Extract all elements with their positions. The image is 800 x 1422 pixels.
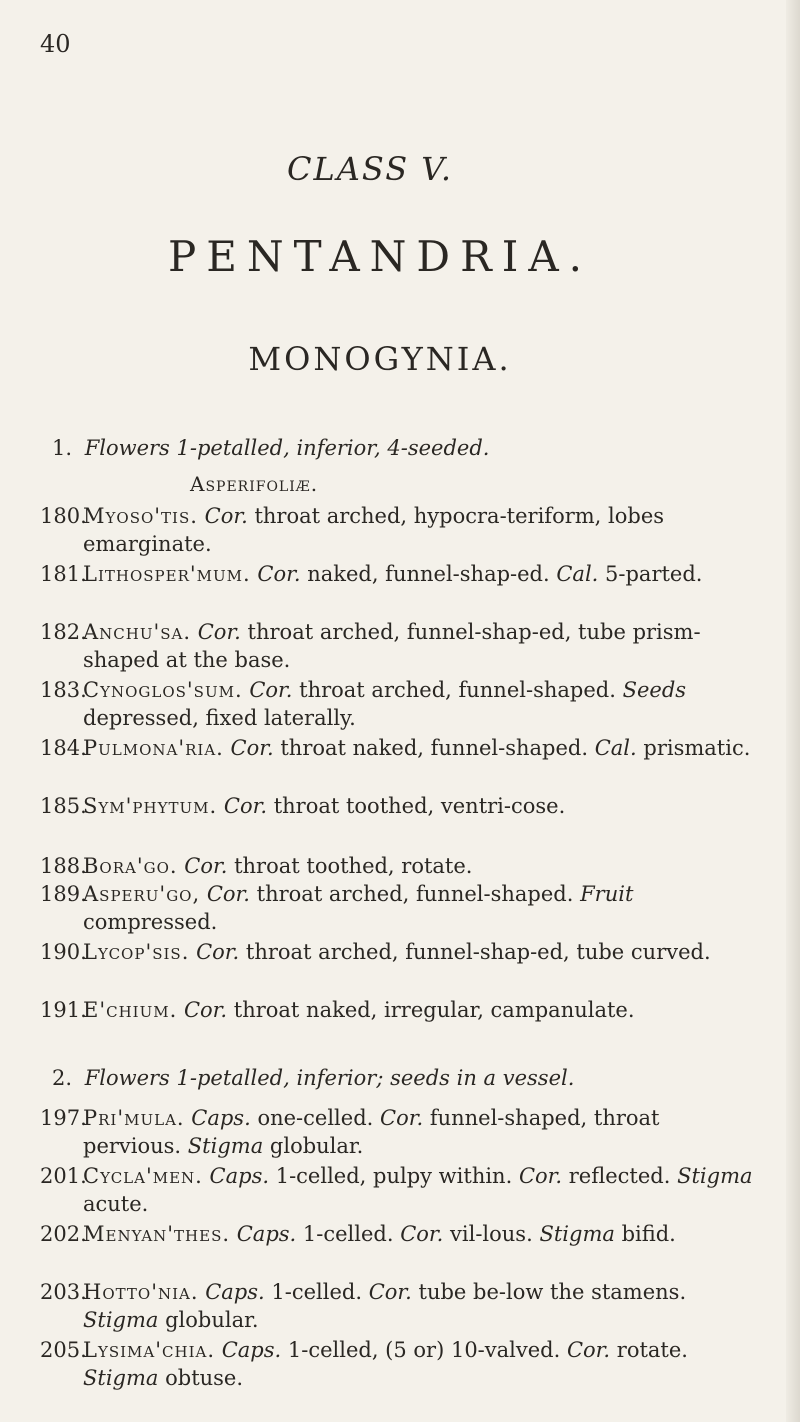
genus-entry [40,734,760,762]
class-title [0,150,800,188]
genus-name: E'chium. [83,998,178,1022]
text-span: Cor. [184,854,228,878]
text-span: prismatic. [643,736,751,760]
text-span: Fruit [580,882,634,906]
text-span: 1-celled, (5 or) 10-valved. [287,1338,561,1362]
genus-name: Cynoglos'sum. [83,678,243,702]
text-span: 1-celled. [302,1222,394,1246]
text-span: funnel-shaped, throat pervious. [83,1106,660,1158]
text-span: throat toothed, rotate. [234,854,473,878]
genus-name: Menyan'thes. [83,1222,231,1246]
text-span: naked, funnel-shap-ed. [307,562,550,586]
text-span: Stigma [539,1222,615,1246]
text-span: Caps. [221,1338,282,1362]
text-span: Cor. [368,1280,412,1304]
text-span: throat arched, funnel-shaped. [256,882,574,906]
genus-entry [40,996,760,1024]
text-span: 181. [40,562,87,586]
text-span: vil-lous. [450,1222,533,1246]
text-span: 2. [52,1066,73,1090]
genus-entry [40,1220,760,1248]
genus-name: Cycla'men. [83,1164,203,1188]
family-name: Asperifoliæ. [190,472,319,496]
text-span: throat naked, funnel-shaped. [280,736,589,760]
text-span: throat toothed, ventri-cose. [273,794,566,818]
genus-entry [40,1162,760,1218]
text-span: Cor. [249,678,293,702]
section-heading [52,436,489,460]
text-span: throat arched, funnel-shaped. [299,678,616,702]
text-span: Flowers 1-petalled, inferior; seeds in a vessel. [84,1066,575,1090]
text-span: 1-celled, pulpy within. [275,1164,513,1188]
genus-entry [40,1278,760,1334]
text-span: Cor. [400,1222,444,1246]
text-span: Cal. [556,562,599,586]
text-span: Cor. [223,794,267,818]
text-span: 1. [52,436,73,460]
text-span: Caps. [191,1106,251,1130]
genus-name: Pri'mula. [83,1106,185,1130]
text-span: 183. [40,678,87,702]
text-span: Flowers 1-petalled, inferior, 4-seeded. [84,436,490,460]
text-span: 191. [40,998,87,1022]
text-span: CLASS V. [287,150,453,188]
text-span: globular. [269,1134,364,1158]
order-title [0,232,800,281]
genus-entry [40,1104,760,1160]
genus-entry [40,1336,760,1392]
text-span: PENTANDRIA. [167,232,593,281]
text-span: Cor. [230,736,274,760]
text-span: Caps. [209,1164,270,1188]
genus-name: Lithosper'mum. [83,562,251,586]
text-span: Stigma [677,1164,753,1188]
section-heading [52,1066,574,1090]
text-span: Cor. [518,1164,563,1188]
text-span: 205. [40,1338,87,1362]
text-span: Cor. [566,1338,611,1362]
genus-name: Lysima'chia. [83,1338,216,1362]
genus-name: Sym'phytum. [83,794,218,818]
text-span: Cor. [204,504,248,528]
genus-entry [40,938,760,966]
text-span: throat arched, funnel-shap-ed, tube curved. [245,940,711,964]
text-span: Cor. [380,1106,424,1130]
text-span: Cor. [206,882,250,906]
genus-name: Pulmona'ria. [83,736,224,760]
text-span: 190. [40,940,87,964]
genus-entry [40,560,760,588]
text-span: MONOGYNIA. [248,340,512,378]
text-span: tube be-low the stamens. [418,1280,687,1304]
text-span: Caps. [205,1280,265,1304]
text-span: 184. [40,736,87,760]
text-span: acute. [83,1192,149,1216]
genus-name: Anchu'sa. [83,620,192,644]
genus-name: Asperu'go, [83,882,201,906]
text-span: Caps. [236,1222,297,1246]
text-span: Cor. [196,940,240,964]
text-span: 185. [40,794,87,818]
text-span: Stigma [187,1134,264,1158]
text-span: 197. [40,1106,87,1130]
text-span: 5-parted. [605,562,703,586]
text-span: rotate. [616,1338,688,1362]
text-span: Cor. [197,620,241,644]
text-span: throat arched, hypocra-teriform, lobes emarginate. [83,504,665,556]
text-span: 1-celled. [271,1280,363,1304]
genus-entry [40,852,760,880]
text-span: Stigma [83,1366,159,1390]
text-span: throat arched, funnel-shap-ed, tube prism-shaped at the base. [83,620,701,672]
text-span: one-celled. [257,1106,374,1130]
text-span: throat naked, irregular, campanulate. [233,998,635,1022]
text-span: 201. [40,1164,87,1188]
text-span: 203. [40,1280,87,1304]
genus-entry [40,792,760,820]
text-span: Seeds [622,678,687,702]
genus-entry [40,880,760,936]
genus-entry [40,502,760,558]
text-span: 180. [40,504,87,528]
text-span: globular. [165,1308,259,1332]
text-span: compressed. [83,910,218,934]
text-span: 202. [40,1222,87,1246]
text-span: 188. [40,854,87,878]
genus-name: Lycop'sis. [83,940,190,964]
text-span: 189. [40,882,87,906]
text-span: reflected. [568,1164,671,1188]
text-span: Cor. [183,998,228,1022]
text-span: Cor. [257,562,301,586]
genus-name: Bora'go. [83,854,178,878]
genus-entry [40,618,760,674]
text-span: Cal. [594,736,637,760]
text-span: depressed, fixed laterally. [83,706,356,730]
text-span: bifid. [621,1222,676,1246]
genus-entry [40,676,760,732]
page-number: 40 [40,30,71,58]
text-span: 182. [40,620,87,644]
suborder-title [0,340,800,378]
page-edge [786,0,800,1422]
genus-name: Myoso'tis. [83,504,198,528]
genus-name: Hotto'nia. [83,1280,199,1304]
text-span: Stigma [83,1308,159,1332]
text-span: obtuse. [165,1366,244,1390]
